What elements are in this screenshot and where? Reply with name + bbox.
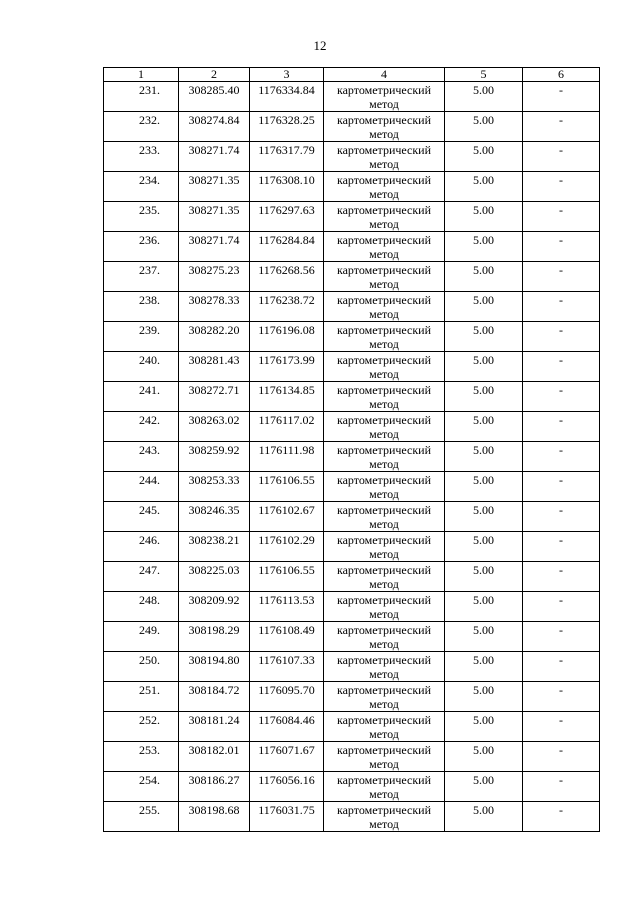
- y-coordinate-cell: 1176071.67: [250, 742, 324, 772]
- point-number-cell: 235.: [104, 202, 179, 232]
- accuracy-cell: 5.00: [445, 172, 523, 202]
- accuracy-cell: 5.00: [445, 592, 523, 622]
- x-coordinate-cell: 308281.43: [179, 352, 250, 382]
- y-coordinate-cell: 1176111.98: [250, 442, 324, 472]
- point-number-cell: 231.: [104, 82, 179, 112]
- x-coordinate-cell: 308278.33: [179, 292, 250, 322]
- x-coordinate-cell: 308271.74: [179, 232, 250, 262]
- point-number-cell: 248.: [104, 592, 179, 622]
- point-number-cell: 244.: [104, 472, 179, 502]
- x-coordinate-cell: 308282.20: [179, 322, 250, 352]
- x-coordinate-cell: 308259.92: [179, 442, 250, 472]
- point-number-cell: 246.: [104, 532, 179, 562]
- note-cell: -: [523, 352, 600, 382]
- table-row: [104, 352, 600, 382]
- note-cell: -: [523, 172, 600, 202]
- accuracy-cell: 5.00: [445, 532, 523, 562]
- point-number-cell: 245.: [104, 502, 179, 532]
- x-coordinate-cell: 308182.01: [179, 742, 250, 772]
- table-row: [104, 652, 600, 682]
- x-coordinate-cell: 308272.71: [179, 382, 250, 412]
- y-coordinate-cell: 1176173.99: [250, 352, 324, 382]
- method-cell: картометрический метод: [324, 82, 445, 112]
- point-number-cell: 237.: [104, 262, 179, 292]
- x-coordinate-cell: 308186.27: [179, 772, 250, 802]
- y-coordinate-cell: 1176084.46: [250, 712, 324, 742]
- table-header: [104, 68, 600, 82]
- point-number-cell: 254.: [104, 772, 179, 802]
- table-row: [104, 382, 600, 412]
- table-row: [104, 442, 600, 472]
- table-row: [104, 772, 600, 802]
- method-cell: картометрический метод: [324, 622, 445, 652]
- method-cell: картометрический метод: [324, 442, 445, 472]
- y-coordinate-cell: 1176196.08: [250, 322, 324, 352]
- table-row: [104, 232, 600, 262]
- note-cell: -: [523, 712, 600, 742]
- y-coordinate-cell: 1176284.84: [250, 232, 324, 262]
- method-cell: картометрический метод: [324, 142, 445, 172]
- accuracy-cell: 5.00: [445, 742, 523, 772]
- column-header-2: 2: [179, 68, 250, 82]
- point-number-cell: 233.: [104, 142, 179, 172]
- note-cell: -: [523, 502, 600, 532]
- point-number-cell: 253.: [104, 742, 179, 772]
- table-row: [104, 112, 600, 142]
- y-coordinate-cell: 1176108.49: [250, 622, 324, 652]
- y-coordinate-cell: 1176102.67: [250, 502, 324, 532]
- accuracy-cell: 5.00: [445, 292, 523, 322]
- coordinates-table: [103, 67, 600, 832]
- accuracy-cell: 5.00: [445, 142, 523, 172]
- y-coordinate-cell: 1176134.85: [250, 382, 324, 412]
- note-cell: -: [523, 472, 600, 502]
- y-coordinate-cell: 1176268.56: [250, 262, 324, 292]
- note-cell: -: [523, 82, 600, 112]
- accuracy-cell: 5.00: [445, 112, 523, 142]
- column-header-1: 1: [104, 68, 179, 82]
- table-row: [104, 82, 600, 112]
- y-coordinate-cell: 1176317.79: [250, 142, 324, 172]
- table-row: [104, 202, 600, 232]
- point-number-cell: 236.: [104, 232, 179, 262]
- accuracy-cell: 5.00: [445, 262, 523, 292]
- accuracy-cell: 5.00: [445, 472, 523, 502]
- accuracy-cell: 5.00: [445, 712, 523, 742]
- x-coordinate-cell: 308271.74: [179, 142, 250, 172]
- method-cell: картометрический метод: [324, 802, 445, 832]
- x-coordinate-cell: 308285.40: [179, 82, 250, 112]
- method-cell: картометрический метод: [324, 172, 445, 202]
- table-row: [104, 562, 600, 592]
- x-coordinate-cell: 308198.29: [179, 622, 250, 652]
- accuracy-cell: 5.00: [445, 682, 523, 712]
- note-cell: -: [523, 202, 600, 232]
- method-cell: картометрический метод: [324, 232, 445, 262]
- y-coordinate-cell: 1176328.25: [250, 112, 324, 142]
- column-header-4: 4: [324, 68, 445, 82]
- point-number-cell: 242.: [104, 412, 179, 442]
- x-coordinate-cell: 308246.35: [179, 502, 250, 532]
- x-coordinate-cell: 308209.92: [179, 592, 250, 622]
- point-number-cell: 241.: [104, 382, 179, 412]
- table-row: [104, 322, 600, 352]
- table-row: [104, 622, 600, 652]
- x-coordinate-cell: 308194.80: [179, 652, 250, 682]
- x-coordinate-cell: 308238.21: [179, 532, 250, 562]
- x-coordinate-cell: 308271.35: [179, 202, 250, 232]
- accuracy-cell: 5.00: [445, 562, 523, 592]
- note-cell: -: [523, 262, 600, 292]
- y-coordinate-cell: 1176106.55: [250, 562, 324, 592]
- point-number-cell: 238.: [104, 292, 179, 322]
- note-cell: -: [523, 652, 600, 682]
- method-cell: картометрический метод: [324, 742, 445, 772]
- y-coordinate-cell: 1176107.33: [250, 652, 324, 682]
- point-number-cell: 249.: [104, 622, 179, 652]
- method-cell: картометрический метод: [324, 292, 445, 322]
- column-header-3: 3: [250, 68, 324, 82]
- table-row: [104, 682, 600, 712]
- x-coordinate-cell: 308275.23: [179, 262, 250, 292]
- page-number: 12: [313, 38, 327, 53]
- y-coordinate-cell: 1176056.16: [250, 772, 324, 802]
- y-coordinate-cell: 1176095.70: [250, 682, 324, 712]
- accuracy-cell: 5.00: [445, 202, 523, 232]
- y-coordinate-cell: 1176031.75: [250, 802, 324, 832]
- y-coordinate-cell: 1176117.02: [250, 412, 324, 442]
- method-cell: картометрический метод: [324, 322, 445, 352]
- point-number-cell: 251.: [104, 682, 179, 712]
- note-cell: -: [523, 682, 600, 712]
- accuracy-cell: 5.00: [445, 502, 523, 532]
- table-row: [104, 592, 600, 622]
- note-cell: -: [523, 562, 600, 592]
- note-cell: -: [523, 532, 600, 562]
- method-cell: картометрический метод: [324, 772, 445, 802]
- table-row: [104, 172, 600, 202]
- column-header-6: 6: [523, 68, 600, 82]
- point-number-cell: 239.: [104, 322, 179, 352]
- table-row: [104, 532, 600, 562]
- note-cell: -: [523, 592, 600, 622]
- point-number-cell: 240.: [104, 352, 179, 382]
- accuracy-cell: 5.00: [445, 412, 523, 442]
- method-cell: картометрический метод: [324, 532, 445, 562]
- x-coordinate-cell: 308271.35: [179, 172, 250, 202]
- method-cell: картометрический метод: [324, 712, 445, 742]
- header-row: [104, 68, 600, 82]
- note-cell: -: [523, 322, 600, 352]
- accuracy-cell: 5.00: [445, 622, 523, 652]
- x-coordinate-cell: 308253.33: [179, 472, 250, 502]
- note-cell: -: [523, 382, 600, 412]
- accuracy-cell: 5.00: [445, 82, 523, 112]
- table-row: [104, 412, 600, 442]
- accuracy-cell: 5.00: [445, 322, 523, 352]
- method-cell: картометрический метод: [324, 382, 445, 412]
- note-cell: -: [523, 802, 600, 832]
- accuracy-cell: 5.00: [445, 442, 523, 472]
- table-row: [104, 262, 600, 292]
- x-coordinate-cell: 308198.68: [179, 802, 250, 832]
- x-coordinate-cell: 308225.03: [179, 562, 250, 592]
- note-cell: -: [523, 622, 600, 652]
- point-number-cell: 243.: [104, 442, 179, 472]
- y-coordinate-cell: 1176297.63: [250, 202, 324, 232]
- method-cell: картометрический метод: [324, 502, 445, 532]
- accuracy-cell: 5.00: [445, 232, 523, 262]
- note-cell: -: [523, 292, 600, 322]
- method-cell: картометрический метод: [324, 652, 445, 682]
- note-cell: -: [523, 142, 600, 172]
- y-coordinate-cell: 1176113.53: [250, 592, 324, 622]
- note-cell: -: [523, 232, 600, 262]
- method-cell: картометрический метод: [324, 202, 445, 232]
- method-cell: картометрический метод: [324, 112, 445, 142]
- table-row: [104, 142, 600, 172]
- method-cell: картометрический метод: [324, 262, 445, 292]
- method-cell: картометрический метод: [324, 592, 445, 622]
- note-cell: -: [523, 442, 600, 472]
- method-cell: картометрический метод: [324, 412, 445, 442]
- note-cell: -: [523, 412, 600, 442]
- note-cell: -: [523, 112, 600, 142]
- point-number-cell: 247.: [104, 562, 179, 592]
- point-number-cell: 234.: [104, 172, 179, 202]
- accuracy-cell: 5.00: [445, 382, 523, 412]
- point-number-cell: 232.: [104, 112, 179, 142]
- table-row: [104, 712, 600, 742]
- method-cell: картометрический метод: [324, 472, 445, 502]
- y-coordinate-cell: 1176106.55: [250, 472, 324, 502]
- method-cell: картометрический метод: [324, 352, 445, 382]
- note-cell: -: [523, 772, 600, 802]
- table-row: [104, 802, 600, 832]
- accuracy-cell: 5.00: [445, 652, 523, 682]
- y-coordinate-cell: 1176334.84: [250, 82, 324, 112]
- accuracy-cell: 5.00: [445, 802, 523, 832]
- method-cell: картометрический метод: [324, 562, 445, 592]
- table-row: [104, 742, 600, 772]
- x-coordinate-cell: 308181.24: [179, 712, 250, 742]
- y-coordinate-cell: 1176238.72: [250, 292, 324, 322]
- method-cell: картометрический метод: [324, 682, 445, 712]
- column-header-5: 5: [445, 68, 523, 82]
- y-coordinate-cell: 1176308.10: [250, 172, 324, 202]
- note-cell: -: [523, 742, 600, 772]
- y-coordinate-cell: 1176102.29: [250, 532, 324, 562]
- table-row: [104, 472, 600, 502]
- table-row: [104, 292, 600, 322]
- accuracy-cell: 5.00: [445, 772, 523, 802]
- x-coordinate-cell: 308263.02: [179, 412, 250, 442]
- accuracy-cell: 5.00: [445, 352, 523, 382]
- table-body: [104, 82, 600, 832]
- point-number-cell: 250.: [104, 652, 179, 682]
- x-coordinate-cell: 308184.72: [179, 682, 250, 712]
- point-number-cell: 255.: [104, 802, 179, 832]
- table-row: [104, 502, 600, 532]
- x-coordinate-cell: 308274.84: [179, 112, 250, 142]
- point-number-cell: 252.: [104, 712, 179, 742]
